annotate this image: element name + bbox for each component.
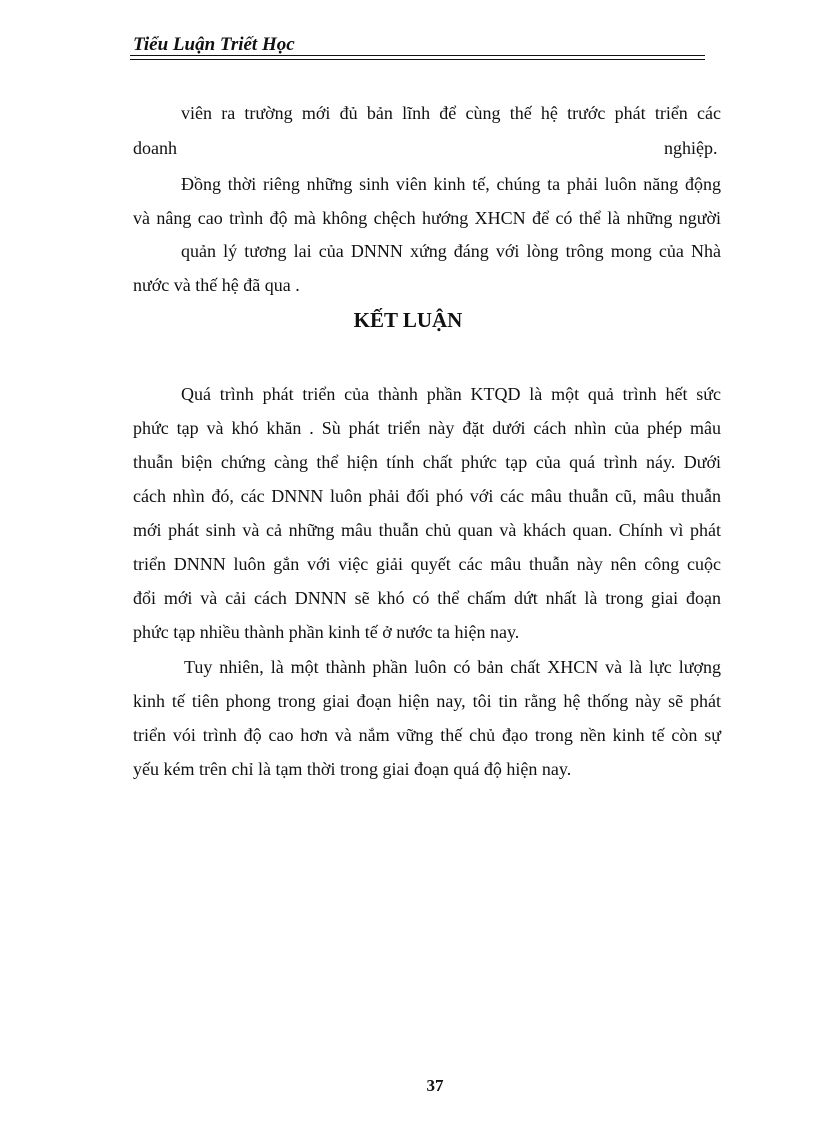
text-line: Quá trình phát triển của thành phần KTQD là một quả trình hết sức xyxy=(181,384,721,404)
text-line: yếu kém trên chỉ là tạm thời trong giai đoạn quá độ hiện nay. xyxy=(133,759,572,779)
text-line: kinh tế tiên phong trong giai đoạn hiện nay, tôi tin rằng hệ thống này sẽ phát xyxy=(133,691,721,711)
text-line: Đồng thời riêng những sinh viên kinh tế, chúng ta phải luôn năng động xyxy=(181,174,721,194)
text-line: cách nhìn đó, các DNNN luôn phải đối phó với các mâu thuẫn cũ, mâu thuẫn xyxy=(133,486,721,506)
text-line: quản lý tương lai của DNNN xứng đáng với lòng trông mong của Nhà xyxy=(181,241,721,261)
text-line: triển DNNN luôn gắn với việc giải quyết các mâu thuẫn này nên công cuộc xyxy=(133,554,721,574)
section-heading: KẾT LUẬN xyxy=(353,308,463,332)
text-line: và nâng cao trình độ mà không chệch hướng XHCN để có thể là những người xyxy=(133,208,721,228)
text-line: đổi mới và cải cách DNNN sẽ khó có thể chấm dứt nhất là trong giai đoạn xyxy=(133,588,721,608)
text-line: doanh xyxy=(133,138,177,158)
header-rule-thick xyxy=(130,55,705,56)
header-rule-thin xyxy=(130,59,705,60)
page-number: 37 xyxy=(426,1076,444,1095)
text-line: triển vói trình độ cao hơn và nắm vững thế chủ đạo trong nền kinh tế còn sự xyxy=(133,725,721,745)
header-title: Tiểu Luận Triết Học xyxy=(133,34,295,55)
text-line: Tuy nhiên, là một thành phần luôn có bản chất XHCN và là lực lượng xyxy=(184,657,721,677)
text-line: phức tạp và khó khăn . Sù phát triển này đặt dưới cách nhìn của phép mâu xyxy=(133,418,721,438)
text-line: phức tạp nhiều thành phần kinh tế ở nước ta hiện nay. xyxy=(133,622,520,642)
text-line: mới phát sinh và cả những mâu thuẫn chủ quan và khách quan. Chính vì phát xyxy=(133,520,721,540)
text-line: nước và thế hệ đã qua . xyxy=(133,275,300,295)
text-line: viên ra trường mới đủ bản lĩnh để cùng thế hệ trước phát triển các xyxy=(181,103,721,123)
text-line: nghiệp. xyxy=(664,138,718,158)
text-line: thuẫn biện chứng càng thể hiện tính chất phức tạp của quá trình náy. Dưới xyxy=(133,452,721,472)
